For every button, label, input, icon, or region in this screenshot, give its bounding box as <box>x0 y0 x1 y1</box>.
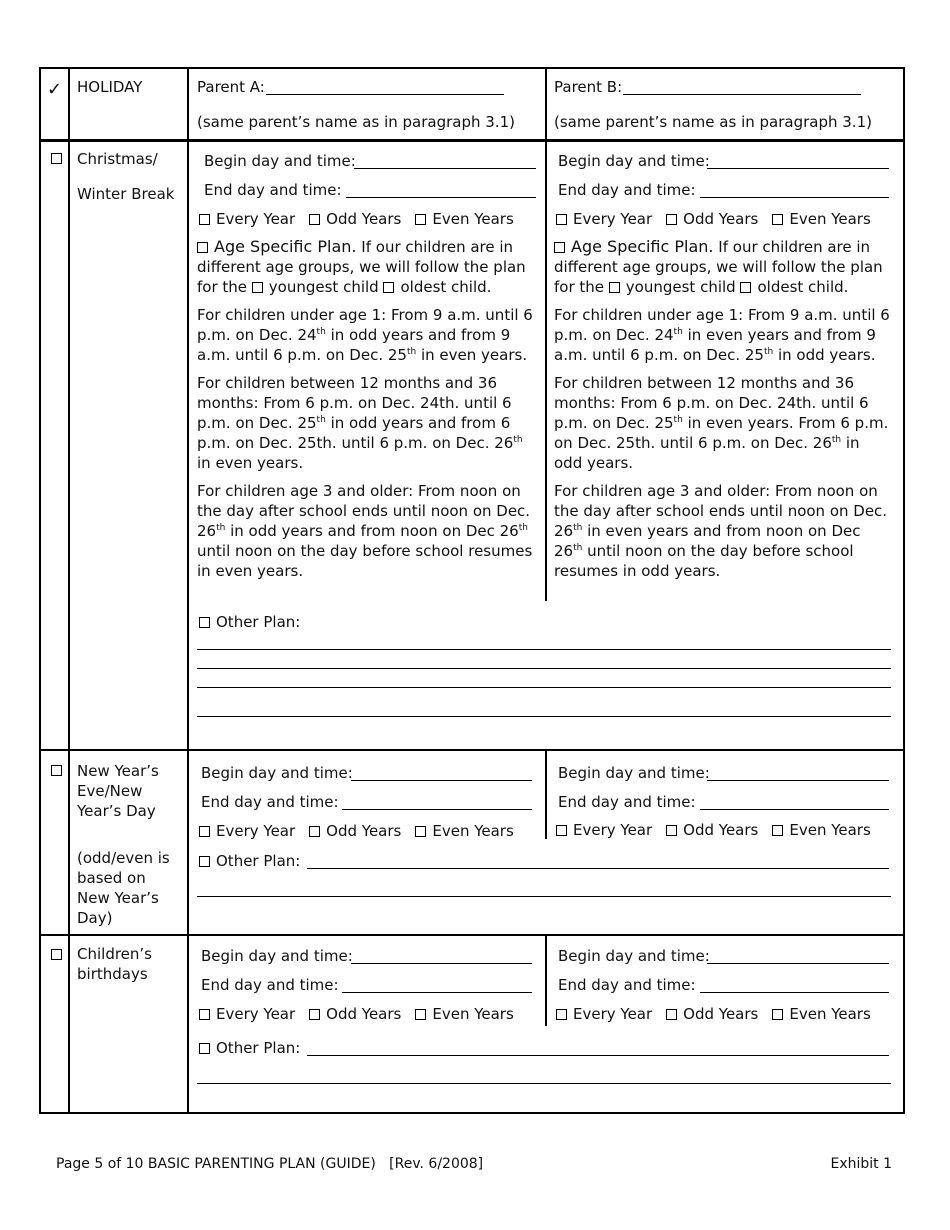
christmas-a-oldest-checkbox[interactable] <box>383 282 394 293</box>
christmas-a-begin-label: Begin day and time: <box>204 152 356 170</box>
birthdays-other-plan <box>199 1038 300 1058</box>
col-divider-newyear <box>545 751 547 839</box>
christmas-b-age-plan-checkbox[interactable] <box>554 242 565 253</box>
newyear-a-even-years-checkbox[interactable] <box>415 826 426 837</box>
christmas-b-youngest-checkbox[interactable] <box>609 282 620 293</box>
parent-b-label: Parent B: <box>554 78 623 96</box>
newyear-row-checkbox-wrap <box>51 760 68 780</box>
birthdays-b-begin-label: Begin day and time: <box>558 947 710 965</box>
newyear-a-odd-years-checkbox[interactable] <box>309 826 320 837</box>
youngest-label: youngest child <box>625 278 736 296</box>
birthdays-b-begin-field[interactable] <box>707 963 889 964</box>
parent-a-note: (same parent’s name as in paragraph 3.1) <box>197 113 515 131</box>
christmas-a-year-options <box>199 209 514 229</box>
odd-years-label: Odd Years <box>683 821 759 839</box>
newyear-b-odd-years-checkbox[interactable] <box>666 825 677 836</box>
col-divider-2 <box>187 67 189 1114</box>
other-plan-label: Other Plan: <box>216 613 301 631</box>
christmas-b-details <box>554 237 890 589</box>
christmas-a-end-label: End day and time: <box>204 181 342 199</box>
birthdays-a-begin-label: Begin day and time: <box>201 947 353 965</box>
birthdays-other-plan-checkbox[interactable] <box>199 1043 210 1054</box>
even-years-label: Even Years <box>432 1005 514 1023</box>
holiday-column-title: HOLIDAY <box>77 78 143 96</box>
christmas-b-begin-label: Begin day and time: <box>558 152 710 170</box>
christmas-other-plan <box>199 612 300 632</box>
christmas-b-odd-years-checkbox[interactable] <box>666 214 677 225</box>
check-mark: ✓ <box>47 79 63 100</box>
every-year-label: Every Year <box>216 1005 296 1023</box>
newyear-label: New Year’s Eve/New Year’s Day <box>77 762 159 820</box>
birthdays-b-even-years-checkbox[interactable] <box>772 1009 783 1020</box>
row-divider-christmas <box>39 749 905 751</box>
christmas-row-checkbox[interactable] <box>51 153 62 164</box>
even-years-label: Even Years <box>432 822 514 840</box>
footer-exhibit: Exhibit 1 <box>830 1156 892 1172</box>
birthdays-a-begin-field[interactable] <box>351 963 532 964</box>
col-divider-christmas <box>545 141 547 601</box>
christmas-other-line-3[interactable] <box>197 687 891 688</box>
newyear-other-plan <box>199 851 300 871</box>
newyear-row-checkbox[interactable] <box>51 765 62 776</box>
newyear-a-end-label: End day and time: <box>201 793 339 811</box>
birthdays-a-end-field[interactable] <box>342 992 532 993</box>
birthdays-row-checkbox[interactable] <box>51 949 62 960</box>
christmas-b-year-options <box>556 209 871 229</box>
birthdays-b-end-label: End day and time: <box>558 976 696 994</box>
christmas-b-age-plan <box>554 237 890 297</box>
newyear-b-year-options <box>556 820 871 840</box>
christmas-b-begin-field[interactable] <box>707 168 889 169</box>
odd-years-label: Odd Years <box>683 1005 759 1023</box>
newyear-note: (odd/even is based on New Year’s Day) <box>77 849 170 927</box>
newyear-other-plan-checkbox[interactable] <box>199 856 210 867</box>
every-year-label: Every Year <box>216 210 296 228</box>
birthdays-a-odd-years-checkbox[interactable] <box>309 1009 320 1020</box>
christmas-a-12to36: For children between 12 months and 36 months: From 6 p.m. on Dec. 24th. until 6 p.m. on Dec. 25th in odd years and from 6 p.m. on Dec. 25th. until 6 p.m. on Dec. 26th in even years. <box>197 374 523 472</box>
christmas-a-age-plan-checkbox[interactable] <box>197 242 208 253</box>
row-divider-newyear <box>39 934 905 936</box>
newyear-b-end-field[interactable] <box>700 809 889 810</box>
youngest-label: youngest child <box>268 278 379 296</box>
birthdays-a-even-years-checkbox[interactable] <box>415 1009 426 1020</box>
christmas-a-age-plan <box>197 237 535 297</box>
row-divider-header <box>39 139 905 142</box>
birthdays-b-end-field[interactable] <box>700 992 889 993</box>
col-divider-birthdays <box>545 936 547 1026</box>
col-divider-1 <box>68 67 70 1114</box>
birthdays-other-field[interactable] <box>307 1055 889 1056</box>
christmas-b-end-label: End day and time: <box>558 181 696 199</box>
newyear-b-begin-label: Begin day and time: <box>558 764 710 782</box>
christmas-a-even-years-checkbox[interactable] <box>415 214 426 225</box>
christmas-a-odd-years-checkbox[interactable] <box>309 214 320 225</box>
odd-years-label: Odd Years <box>326 1005 402 1023</box>
christmas-other-line-4[interactable] <box>197 716 891 717</box>
christmas-a-details <box>197 237 535 589</box>
christmas-label-line2: Winter Break <box>77 185 175 203</box>
christmas-a-3plus: For children age 3 and older: From noon on the day after school ends until noon on Dec. 26th in odd years and from noon on Dec 26th until noon on the day before school resumes in even years. <box>197 482 533 580</box>
oldest-label: oldest child. <box>400 278 492 296</box>
newyear-a-begin-label: Begin day and time: <box>201 764 353 782</box>
age-plan-title: Age Specific Plan. <box>214 237 357 256</box>
newyear-a-begin-field[interactable] <box>351 780 532 781</box>
age-plan-title: Age Specific Plan. <box>571 237 714 256</box>
christmas-row-checkbox-wrap <box>51 148 68 168</box>
newyear-b-end-label: End day and time: <box>558 793 696 811</box>
birthdays-a-every-year-checkbox[interactable] <box>199 1009 210 1020</box>
christmas-a-youngest-checkbox[interactable] <box>252 282 263 293</box>
christmas-other-line-2[interactable] <box>197 668 891 669</box>
every-year-label: Every Year <box>573 821 653 839</box>
newyear-other-field[interactable] <box>307 868 889 869</box>
footer-page-info: Page 5 of 10 BASIC PARENTING PLAN (GUIDE) [Rev. 6/2008] <box>56 1156 484 1172</box>
even-years-label: Even Years <box>432 210 514 228</box>
odd-years-label: Odd Years <box>326 210 402 228</box>
oldest-label: oldest child. <box>757 278 849 296</box>
christmas-other-line-1[interactable] <box>197 649 891 650</box>
birthdays-label: Children’s birthdays <box>77 945 152 983</box>
other-plan-label: Other Plan: <box>216 852 301 870</box>
even-years-label: Even Years <box>789 821 871 839</box>
newyear-b-every-year-checkbox[interactable] <box>556 825 567 836</box>
odd-years-label: Odd Years <box>683 210 759 228</box>
parent-b-note: (same parent’s name as in paragraph 3.1) <box>554 113 872 131</box>
parent-b-name-field[interactable] <box>623 94 861 95</box>
col-divider-header <box>545 67 547 141</box>
birthdays-b-odd-years-checkbox[interactable] <box>666 1009 677 1020</box>
age-plan-text: If our children are in different age groups, we will follow the plan for the <box>554 238 883 296</box>
christmas-b-end-field[interactable] <box>700 197 889 198</box>
birthdays-row-checkbox-wrap <box>51 944 68 964</box>
christmas-b-12to36: For children between 12 months and 36 months: From 6 p.m. on Dec. 24th. until 6 p.m. on Dec. 25th in even years. From 6 p.m. on Dec. 25th. until 6 p.m. on Dec. 26th in odd years. <box>554 374 889 472</box>
christmas-a-end-field[interactable] <box>346 197 536 198</box>
newyear-b-begin-field[interactable] <box>707 780 889 781</box>
christmas-other-plan-checkbox[interactable] <box>199 617 210 628</box>
age-plan-text: If our children are in different age groups, we will follow the plan for the <box>197 238 526 296</box>
christmas-b-3plus: For children age 3 and older: From noon on the day after school ends until noon on Dec. 26th in even years and from noon on Dec 26th until noon on the day before school resumes in odd years. <box>554 482 888 580</box>
newyear-a-every-year-checkbox[interactable] <box>199 826 210 837</box>
parent-a-label: Parent A: <box>197 78 265 96</box>
birthdays-a-year-options <box>199 1004 514 1024</box>
other-plan-label: Other Plan: <box>216 1039 301 1057</box>
odd-years-label: Odd Years <box>326 822 402 840</box>
christmas-b-every-year-checkbox[interactable] <box>556 214 567 225</box>
christmas-label-line1: Christmas/ <box>77 150 158 168</box>
christmas-b-oldest-checkbox[interactable] <box>740 282 751 293</box>
christmas-b-under1: For children under age 1: From 9 a.m. until 6 p.m. on Dec. 24th in even years and from 9 a.m. until 6 p.m. on Dec. 25th in odd years. <box>554 306 890 364</box>
christmas-a-begin-field[interactable] <box>354 168 536 169</box>
birthdays-a-end-label: End day and time: <box>201 976 339 994</box>
birthdays-b-year-options <box>556 1004 871 1024</box>
every-year-label: Every Year <box>573 210 653 228</box>
even-years-label: Even Years <box>789 210 871 228</box>
birthdays-b-every-year-checkbox[interactable] <box>556 1009 567 1020</box>
christmas-a-under1: For children under age 1: From 9 a.m. until 6 p.m. on Dec. 24th in odd years and from 9 a.m. until 6 p.m. on Dec. 25th in even years. <box>197 306 533 364</box>
birthdays-other-line-2[interactable] <box>197 1083 891 1084</box>
even-years-label: Even Years <box>789 1005 871 1023</box>
parent-a-name-field[interactable] <box>266 94 504 95</box>
newyear-a-year-options <box>199 821 514 841</box>
newyear-other-line-2[interactable] <box>197 896 891 897</box>
newyear-a-end-field[interactable] <box>342 809 532 810</box>
every-year-label: Every Year <box>573 1005 653 1023</box>
every-year-label: Every Year <box>216 822 296 840</box>
christmas-b-even-years-checkbox[interactable] <box>772 214 783 225</box>
newyear-b-even-years-checkbox[interactable] <box>772 825 783 836</box>
christmas-a-every-year-checkbox[interactable] <box>199 214 210 225</box>
